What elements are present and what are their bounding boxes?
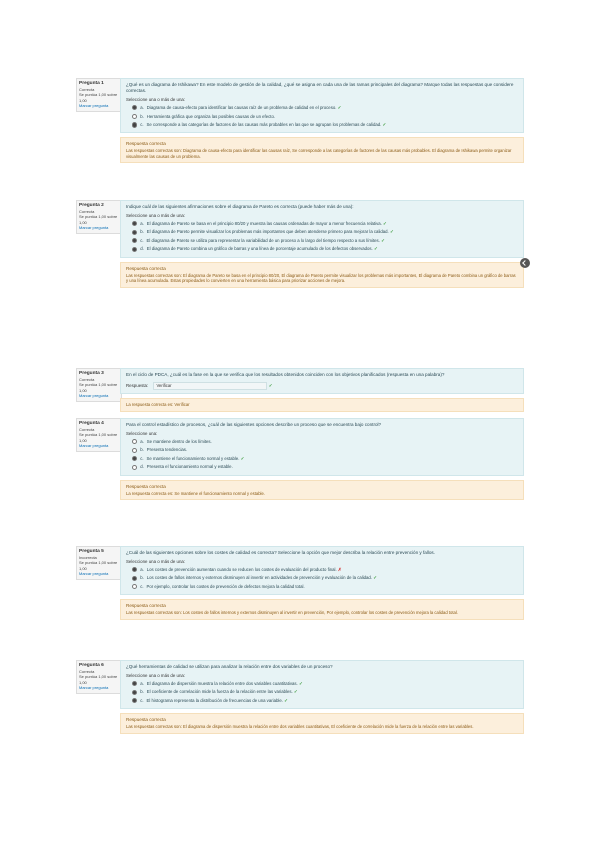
radio-button[interactable] <box>132 465 137 470</box>
check-icon: ✓ <box>381 237 385 243</box>
option-a[interactable]: a. Los costes de prevención aumentan cuando se reducen los costes de evaluación del producto final. ✗ <box>126 565 518 574</box>
option-c[interactable]: c. Se corresponde a las categorías de factores de las causas más probables en las que se agrupan los problemas de calidad. ✓ <box>126 121 518 130</box>
option-b[interactable]: b. Los costes de fallos internos y externos disminuyen al invertir en actividades de prevención y evaluación de la calidad. ✓ <box>126 574 518 583</box>
check-icon: ✓ <box>389 229 394 235</box>
question-info <box>76 546 122 580</box>
question-box <box>120 418 524 476</box>
feedback-title: Respuesta correcta <box>126 265 166 271</box>
flag-question-link[interactable]: Marcar pregunta <box>79 225 109 230</box>
checkbox[interactable] <box>132 690 137 695</box>
feedback-title: Respuesta correcta <box>126 483 166 489</box>
feedback-title: Respuesta correcta <box>126 716 166 722</box>
feedback-text: Las respuestas correctas son: Diagrama de causa-efecto para identificar las causas raíz, Se corresponde a las categorías de factores de las causas más probables. El diagrama de Ishikawa permite organizar visualmente las causas de un problema. <box>126 148 512 159</box>
question-status: Correcta <box>79 668 95 674</box>
check-icon: ✓ <box>298 680 303 686</box>
check-icon: ✓ <box>373 575 377 581</box>
question-box <box>120 78 524 133</box>
feedback-title: Respuesta correcta <box>126 602 166 608</box>
option-b[interactable]: b. Herramienta gráfica que organiza las posibles causas de un efecto. <box>126 112 518 121</box>
question-info <box>76 78 122 112</box>
feedback-text: La respuesta correcta es: Verificar <box>126 402 190 408</box>
check-icon: ✓ <box>373 246 378 252</box>
checkbox[interactable] <box>132 576 137 581</box>
option-c[interactable]: c. El histograma representa la distribución de frecuencias de una variable. ✓ <box>126 696 518 705</box>
feedback-box <box>120 398 524 412</box>
question-text: Para el control estadístico de procesos, ¿cuál de las siguientes opciones describe un proceso que se encuentra bajo control? <box>126 422 382 427</box>
option-a[interactable]: a. El diagrama de dispersión muestra la relación entre dos variables cuantitativas. ✓ <box>126 679 518 688</box>
checkbox[interactable] <box>132 122 137 127</box>
question-number: Pregunta 3 <box>79 371 104 376</box>
option-a[interactable]: a. Diagrama de causa-efecto para identificar las causas raíz de un problema de calidad en el proceso. ✓ <box>126 103 518 112</box>
scroll-up-button[interactable] <box>520 258 530 268</box>
question-text: ¿Qué herramientas de calidad se utilizan para analizar la relación entre dos variables de un proceso? <box>126 664 333 669</box>
option-b[interactable]: b. El coeficiente de correlación mide la fuerza de la relación entre las variables. ✓ <box>126 688 518 697</box>
answer-label: Respuesta: <box>126 383 149 389</box>
answer-prompt: Seleccione una o más de una: <box>126 213 186 219</box>
question-number: Pregunta 6 <box>79 663 104 668</box>
question-number: Pregunta 4 <box>79 421 104 426</box>
answer-input[interactable]: Verificar <box>153 382 267 390</box>
check-icon: ✓ <box>268 383 273 389</box>
question-score: Se puntúa 1,00 sobre 1,00 <box>79 92 118 103</box>
question-content <box>120 78 524 163</box>
check-icon: ✓ <box>284 697 288 703</box>
feedback-box <box>120 713 524 734</box>
option-a[interactable]: a. El diagrama de Pareto se basa en el principio 80/20 y muestra las causas ordenadas de mayor a menor frecuencia relativa. ✓ <box>126 219 518 228</box>
option-d[interactable]: d. El diagrama de Pareto combina un gráfico de barras y una línea de porcentaje acumulado de los defectos observados. ✓ <box>126 245 518 254</box>
feedback-box <box>120 137 524 163</box>
feedback-title: Respuesta correcta <box>126 141 166 147</box>
checkbox[interactable] <box>132 584 137 589</box>
answer-prompt: Seleccione una o más de una: <box>126 97 186 103</box>
question-info <box>76 200 122 234</box>
question-score: Se puntúa 1,00 sobre 1,00 <box>79 674 118 685</box>
question-number: Pregunta 1 <box>79 81 104 86</box>
question-status: Correcta <box>79 376 95 382</box>
feedback-text: Las respuestas correctas son: Los costes de fallos internos y externos disminuyen al invertir en prevención, Por ejemplo, controlar los costes de prevención mejora la calidad total. <box>126 609 458 615</box>
question-number: Pregunta 2 <box>79 203 104 208</box>
question-box <box>120 200 524 258</box>
flag-question-link[interactable]: Marcar pregunta <box>79 103 109 108</box>
answer-prompt: Seleccione una: <box>126 431 158 437</box>
option-a[interactable]: a. Se mantiene dentro de los límites. <box>126 437 518 446</box>
question-status: Correcta <box>79 208 95 214</box>
check-icon: ✓ <box>337 104 342 110</box>
question-box <box>120 546 524 595</box>
question-status: Correcta <box>79 86 95 92</box>
question-number: Pregunta 5 <box>79 549 104 554</box>
question-score: Se puntúa 1,00 sobre 1,00 <box>79 432 118 443</box>
checkbox[interactable] <box>132 105 137 110</box>
checkbox[interactable] <box>132 567 137 572</box>
check-icon: ✓ <box>382 122 387 128</box>
checkbox[interactable] <box>132 221 137 226</box>
answer-row <box>126 382 518 390</box>
question-status: Incorrecta <box>79 554 97 560</box>
option-c[interactable]: c. Se mantiene el funcionamiento normal y estable. ✓ <box>126 454 518 463</box>
question-text: ¿Cuál de las siguientes opciones sobre los costes de calidad es correcta? Seleccione la opción que mejor describa la relación entre prevención y fallos. <box>126 550 435 555</box>
answer-prompt: Seleccione una o más de una: <box>126 673 186 679</box>
question-content <box>120 660 524 734</box>
check-icon: ✓ <box>383 220 387 226</box>
question-box <box>120 368 524 394</box>
feedback-box <box>120 480 524 501</box>
question-text: Indique cuál de las siguientes afirmaciones sobre el diagrama de Pareto es correcta (puede haber más de una): <box>126 204 354 209</box>
radio-button[interactable] <box>132 456 137 461</box>
flag-question-link[interactable]: Marcar pregunta <box>79 393 109 398</box>
feedback-box <box>120 599 524 620</box>
flag-question-link[interactable]: Marcar pregunta <box>79 443 109 448</box>
flag-question-link[interactable]: Marcar pregunta <box>79 685 109 690</box>
radio-button[interactable] <box>132 448 137 453</box>
question-content <box>120 200 524 288</box>
question-content <box>120 368 524 412</box>
check-icon: ✓ <box>293 689 298 695</box>
cross-icon: ✗ <box>337 566 342 572</box>
feedback-box <box>120 262 524 288</box>
question-content <box>120 546 524 620</box>
check-icon: ✓ <box>240 455 245 461</box>
feedback-text: Las respuestas correctas son: El diagrama de Pareto se basa en el principio 80/20, El diagrama de Pareto permite visualizar los problemas más importantes, El diagrama de Pareto combina un gráfico de barras y una línea acumulada. Estas propiedades lo convierten en una herramienta básica para priorizar acciones de mejora. <box>126 272 516 284</box>
option-c[interactable]: c. El diagrama de Pareto se utiliza para representar la variabilidad de un proceso a lo largo del tiempo respecto a sus límites. ✓ <box>126 236 518 245</box>
question-content <box>120 418 524 500</box>
option-b[interactable]: b. El diagrama de Pareto permite visualizar los problemas más importantes que deben atenderse primero para mejorar la calidad. ✓ <box>126 228 518 237</box>
question-info <box>76 660 122 694</box>
feedback-text: La respuesta correcta es: Se mantiene el funcionamiento normal y estable. <box>126 490 265 496</box>
checkbox[interactable] <box>132 238 137 243</box>
question-box <box>120 660 524 709</box>
question-status: Correcta <box>79 426 95 432</box>
question-text: ¿Qué es un diagrama de Ishikawa? En este modelo de gestión de la calidad, ¿qué se asigna en cada una de las ramas principales del diagrama? Marque todas las respuestas que considere correctas. <box>126 82 514 94</box>
checkbox[interactable] <box>132 114 137 119</box>
question-score: Se puntúa 1,00 sobre 1,00 <box>79 382 118 393</box>
question-info <box>76 418 122 452</box>
question-score: Se puntúa 1,00 sobre 1,00 <box>79 560 118 571</box>
question-score: Se puntúa 1,00 sobre 1,00 <box>79 214 118 225</box>
option-d[interactable]: d. Presenta el funcionamiento normal y estable. <box>126 463 518 472</box>
answer-prompt: Seleccione una o más de una: <box>126 559 186 565</box>
option-c[interactable]: c. Por ejemplo, controlar los costes de prevención de defectos mejora la calidad total. <box>126 582 518 591</box>
feedback-text: Las respuestas correctas son: El diagrama de dispersión muestra la relación entre dos variables cuantitativas, El coeficiente de correlación mide la fuerza de la relación entre las variables. <box>126 723 474 729</box>
question-info <box>76 368 122 402</box>
checkbox[interactable] <box>132 230 137 235</box>
flag-question-link[interactable]: Marcar pregunta <box>79 571 109 576</box>
checkbox[interactable] <box>132 698 137 703</box>
radio-button[interactable] <box>132 439 137 444</box>
checkbox[interactable] <box>132 247 137 252</box>
checkbox[interactable] <box>132 681 137 686</box>
option-b[interactable]: b. Presenta tendencias. <box>126 446 518 455</box>
question-text: En el ciclo de PDCA, ¿cuál es la fase en la que se verifica que los resultados obtenidos coinciden con los objetivos planificados (respuesta en una palabra)? <box>126 372 445 377</box>
